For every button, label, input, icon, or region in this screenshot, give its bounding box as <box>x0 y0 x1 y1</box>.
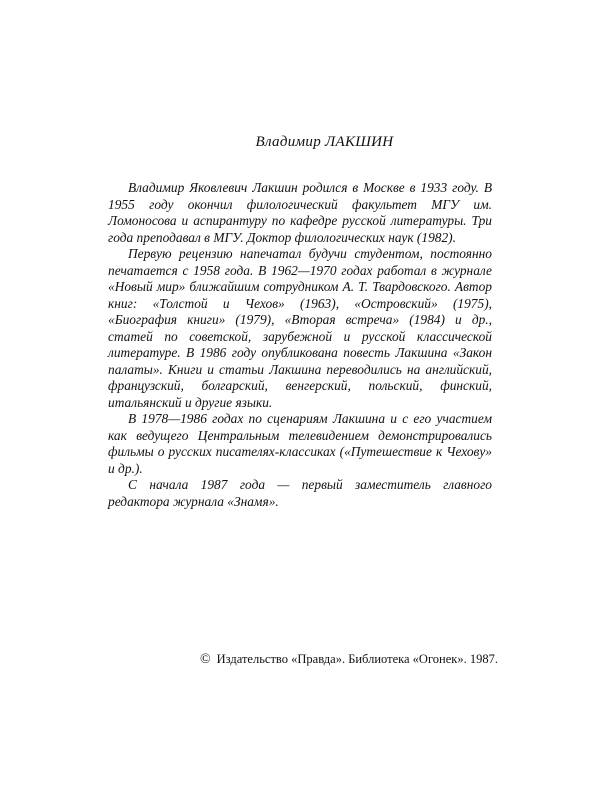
copyright-text: Издательство «Правда». Библиотека «Огонек». 1987. <box>216 652 498 666</box>
author-heading: Владимир ЛАКШИН <box>255 134 394 150</box>
bio-paragraph-1: Владимир Яковлевич Лакшин родился в Москве в 1933 году. В 1955 году окончил филологический факультет МГУ им. Ломоносова и аспирантуру по кафедре русской литературы. Три года преподавал в МГУ. Доктор филологических наук (1982). <box>108 180 492 245</box>
author-biography <box>108 180 492 510</box>
bio-paragraph-2: Первую рецензию напечатал будучи студентом, постоянно печатается с 1958 года. В 1962—1970 годах работал в журнале «Новый мир» ближайшим сотрудником А. Т. Твардовского. Автор книг: «Толстой и Чехов» (1963), «Островский» (1975), «Биография книги» (1979), «Вторая встреча» (1984) и др., статей по советской, зарубежной и русской классической литературе. В 1986 году опубликована повесть Лакшина «Закон палаты». Книги и статьи Лакшина переводились на английский, французский, болгарский, венгерский, польский, финский, итальянский и другие языки. <box>108 246 492 410</box>
bio-paragraph-4: С начала 1987 года — первый заместитель главного редактора журнала «Знамя». <box>108 477 492 509</box>
copyright-icon: © <box>200 652 211 667</box>
copyright-line <box>200 652 560 668</box>
bio-paragraph-3: В 1978—1986 годах по сценариям Лакшина и с его участием как ведущего Центральным телевидением демонстрировались фильмы о русских писателях-классиках («Путешествие к Чехову» и др.). <box>108 411 492 476</box>
